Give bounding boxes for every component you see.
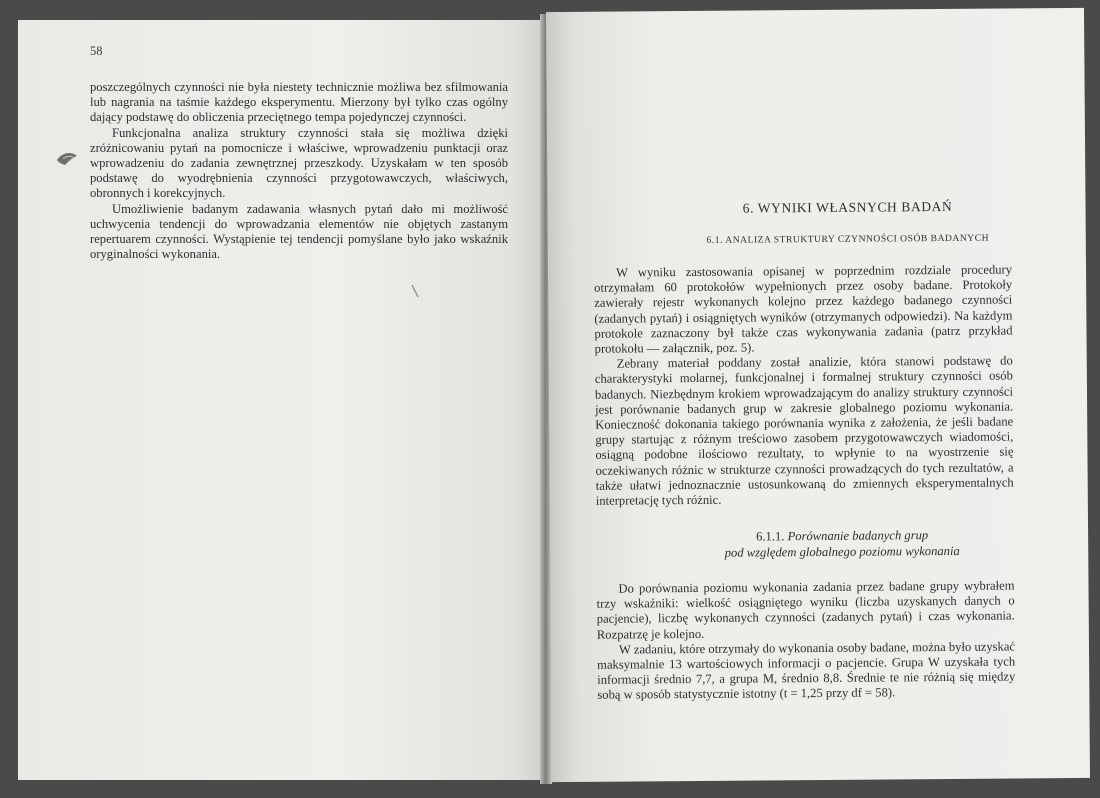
pencil-tick-mark	[411, 284, 419, 298]
subsection-title-line1: Porównanie badanych grup	[787, 528, 929, 544]
paragraph: Zebrany materiał poddany został analizie, która stanowi podstawę do charakterystyki molarnej, funkcjonalnej i formalnej struktury czynności osób badanych. Niezbędnym krokiem wprowadzającym do analizy struktury czynności jest porównanie badanych grup w zakresie globalnego poziomu wykonania. Konieczność dokonania takiego porównania wynika z założenia, że jeśli badane grupy startując z różnym treściowo zasobem przygotowawczych wiadomości, osiągną podobne ilościowo rezultaty, to wpłynie to na wyostrzenie się oczekiwanych różnic w strukturze czynności prowadzących do tych rezultatów, a także ułatwi jednoznacznie ustosunkowaną do zmiennych eksperymentalnych interpretację tych różnic.	[594, 353, 1014, 508]
subsection-number: 6.1.1.	[755, 529, 785, 544]
left-page-body	[90, 80, 508, 262]
paragraph: poszczególnych czynności nie była niestety technicznie możliwa bez sfilmowania lub nagrania na taśmie każdego eksperymentu. Mierzony był tylko czas ogólny dający podstawę do obliczenia przeciętnego tempa pojedynczej czynności.	[90, 80, 508, 125]
section-title: 6.1. ANALIZA STRUKTURY CZYNNOŚCI OSÓB BADANYCH	[706, 232, 990, 246]
right-page	[546, 8, 1090, 782]
subsection-heading	[550, 526, 1088, 562]
subsection-title-line2: pod względem globalnego poziomu wykonania	[724, 543, 960, 560]
paragraph: W wyniku zastosowania opisanej w poprzednim rozdziale procedury otrzymałam 60 protokołów wypełnionych przez osoby badane. Protokoły zawierały rejestr wykonanych kolejno przez każdego badanego czynności (zadanych pytań) i osiągniętych wyników (otrzymanych odpowiedzi). Na każdym protokole zaznaczony był także czas wykonywania zadania (patrz przykład protokołu — załącznik, poz. 5).	[594, 262, 1013, 356]
paragraph: Umożliwienie badanym zadawania własnych pytań dało mi możliwość uchwycenia tendencji do wprowadzania elementów nie objętych zastanym repertuarem czynności. Wystąpienie tej tendencji pomyślane było jako wskaźnik oryginalności wykonania.	[90, 201, 508, 262]
page-number: 58	[90, 44, 103, 58]
paragraph: Do porównania poziomu wykonania zadania przez badane grupy wybrałem trzy wskaźniki: wielkość osiągniętego wyniku (liczba uzyskanych danych o pacjencie), liczbę wykonanych czynności (zadanych pytań) i czas wykonania. Rozpatrzę je kolejno.	[596, 578, 1015, 642]
paragraph: W zadaniu, które otrzymały do wykonania osoby badane, można było uzyskać maksymalnie 13 wartościowych informacji o pacjencie. Grupa W uzyskała tych informacji średnio 7,7, a grupa M, średnio 8,8. Średnie te nie różnią się między sobą w sposób statystycznie istotny (t = 1,25 przy df = 58).	[597, 639, 1016, 703]
right-page-body	[594, 262, 1014, 509]
ink-smudge-mark	[54, 148, 80, 168]
chapter-title: 6. WYNIKI WŁASNYCH BADAŃ	[742, 198, 953, 216]
left-page	[18, 20, 543, 780]
paragraph: Funkcjonalna analiza struktury czynności stała się możliwa dzięki zróżnicowaniu pytań na pomocnicze i właściwe, wprowadzeniu punktacji oraz wprowadzeniu do zadania zewnętrznej przeszkody. Uzyskałam w ten sposób podstawę do wyodrębnienia czynności przygotowawczych, właściwych, obronnych i korekcyjnych.	[90, 125, 508, 201]
right-page-body-continued	[596, 578, 1015, 703]
